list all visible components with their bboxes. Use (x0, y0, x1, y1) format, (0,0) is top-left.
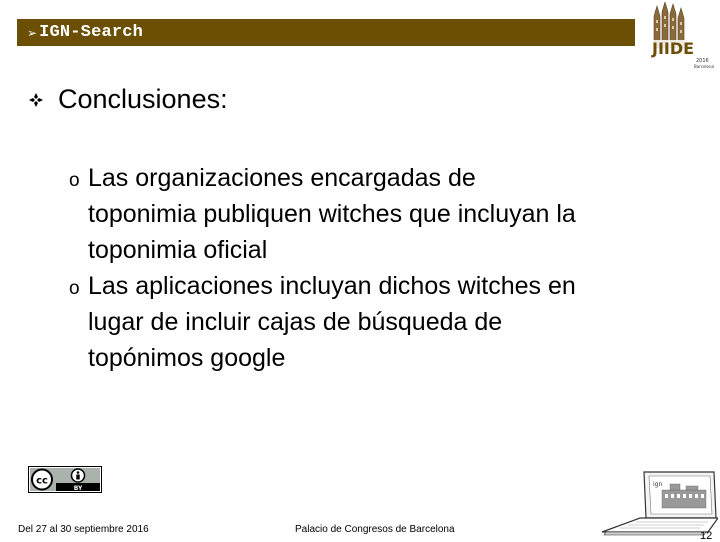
list-item-line: lugar de incluir cajas de búsqueda de (88, 308, 503, 336)
list-item-line: Las organizaciones encargadas de (88, 164, 476, 192)
jiide-logo (640, 2, 718, 70)
list-item-line: Las aplicaciones incluyan dichos witches en (88, 272, 576, 300)
laptop-label: ign (653, 481, 663, 488)
logo-city: Barcelona (694, 64, 714, 69)
svg-text:cc: cc (36, 475, 48, 487)
footer-dates: Del 27 al 30 septiembre 2016 (18, 524, 149, 535)
circle-bullet: o (69, 170, 80, 191)
logo-text: JIIDE (652, 39, 695, 58)
page-number: 12 (700, 530, 713, 542)
list-item-line: toponimia publiquen witches que incluyan la (88, 200, 576, 228)
footer-venue: Palacio de Congresos de Barcelona (295, 524, 455, 535)
license-text: BY (73, 485, 83, 492)
slide-heading: Conclusiones: (58, 84, 228, 114)
logo-year: 2016 (696, 58, 709, 64)
cc-by-icon (28, 466, 102, 493)
slide-title-bar (17, 19, 635, 46)
arrow-right-icon: ➢ (27, 25, 38, 40)
slide-title: IGN-Search (39, 23, 144, 42)
list-item-line: topónimos google (88, 344, 286, 372)
laptop-illustration (600, 470, 718, 536)
list-item (88, 268, 698, 376)
circle-bullet: o (69, 278, 80, 299)
list-item-line: toponimia oficial (88, 236, 268, 264)
list-item (88, 160, 698, 268)
diamond-bullet-icon (28, 92, 44, 108)
